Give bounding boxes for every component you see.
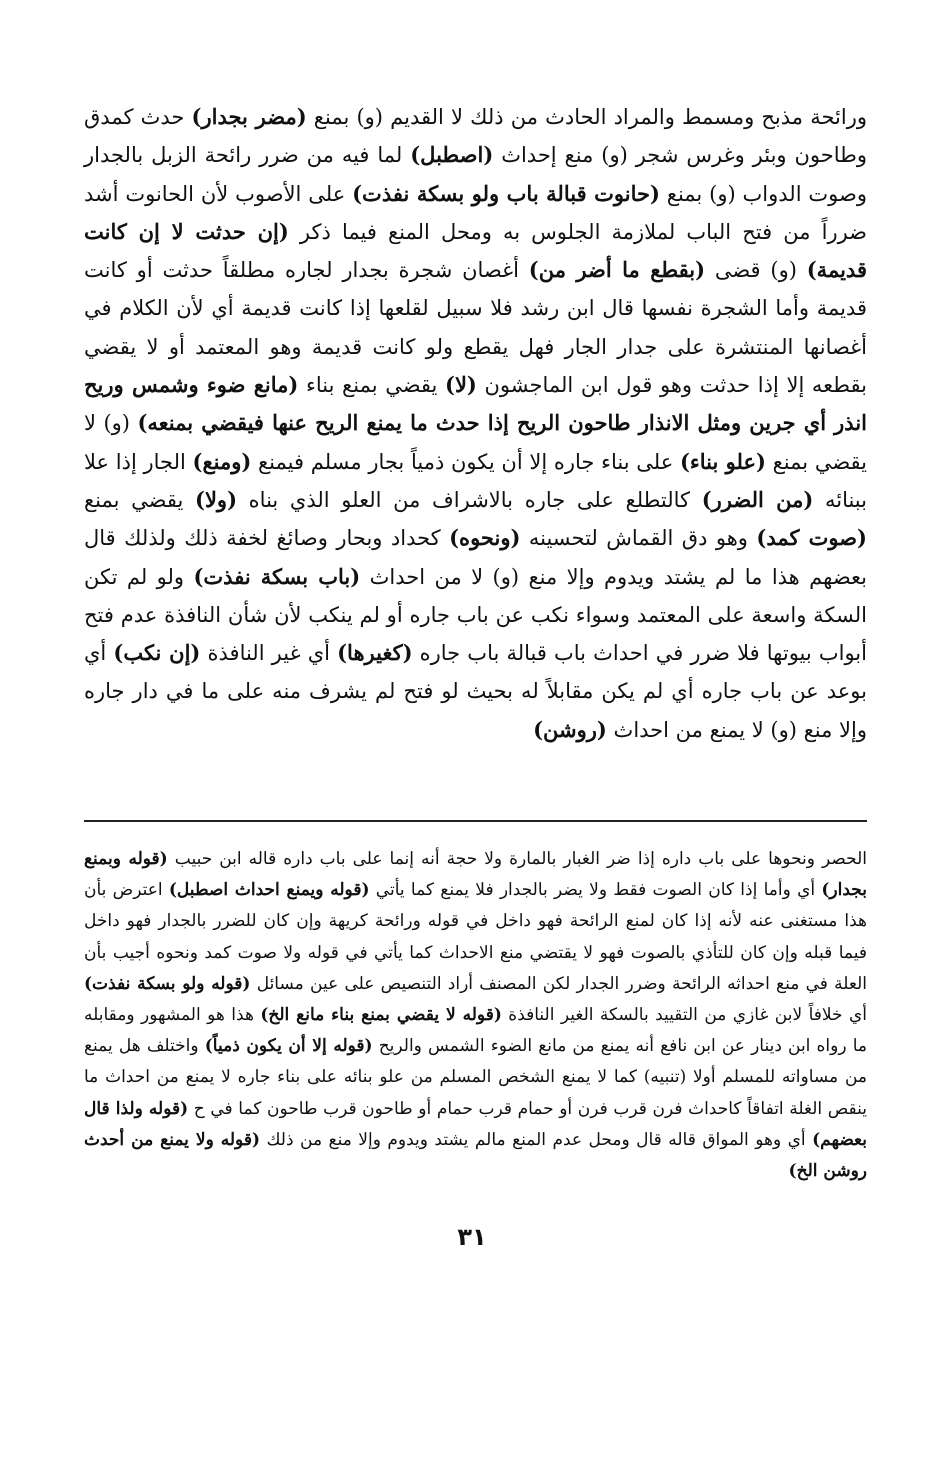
text-run: (و) لا يقضي بمنع bbox=[84, 411, 868, 474]
text-run: أي وأما إذا كان الصوت فقط ولا يضر بالجدار فلا يمنع كما يأتي bbox=[369, 880, 822, 901]
text-run: هذا هو المشهور ومقابله ما رواه ابن دينار عن ابن نافع أنه يمنع من مانع الضوء الشمس والريح bbox=[84, 1005, 867, 1057]
bold-matn-phrase: (ونحوه) bbox=[449, 525, 521, 551]
text-run: أي وهو المواق قاله قال ومحل عدم المنع مالم يشتد ويدوم وإلا منع من ذلك bbox=[260, 1129, 813, 1150]
bold-matn-phrase: (حانوت قبالة باب ولو بسكة نفذت) bbox=[352, 180, 660, 206]
text-run: واختلف هل يمنع من مساواته للمسلم أولا (تنبيه) كما لا يمنع الشخص المسلم من علو بنائه على بناء جاره لا يمنع من احداث ما ينقص الغلة اتفاقاً كاحداث فرن قرب فرن أو حمام قرب حمام أو طاحون قرب طاحون كما في ح bbox=[84, 1036, 867, 1119]
text-run: على بناء جاره إلا أن يكون ذمياً بجار مسلم فيمنع bbox=[251, 449, 680, 474]
bold-matn-phrase: (كغيرها) bbox=[337, 640, 413, 666]
text-run: الجار إذا علا ببنائه bbox=[84, 449, 867, 512]
bold-matn-phrase: (مانع ضوء وشمس وريح انذر أي جرين ومثل الانذار طاحون الريح إذا حدث ما يمنع الريح عنها فيقضي بمنعه) bbox=[84, 372, 867, 436]
bold-matn-phrase: (قوله إلا أن يكون ذمياً) bbox=[204, 1036, 373, 1057]
bold-matn-phrase: (باب بسكة نفذت) bbox=[193, 563, 361, 589]
bold-matn-phrase: (قوله لا يقضي بمنع بناء مانع الخ) bbox=[260, 1005, 502, 1026]
text-run: الحصر ونحوها على باب داره إذا ضر الغبار بالمارة ولا حجة أنه إنما على باب داره قاله ابن حبيب bbox=[167, 849, 868, 869]
footnote-text bbox=[84, 844, 867, 1187]
footnote-divider bbox=[84, 820, 867, 822]
bold-matn-phrase: (مضر بجدار) bbox=[191, 104, 307, 129]
text-run: أي بوعد عن باب جاره أي لم يكن مقابلاً له بحيث لو فتح لم يشرف منه على ما في دار جاره وإلا منع (و) لا يمنع من احداث bbox=[84, 641, 867, 742]
text-run: أي خلافاً لابن غازي من التقييد بالسكة الغير النافذة bbox=[501, 1005, 867, 1026]
page bbox=[84, 98, 868, 1182]
text-run: (و) قضى bbox=[705, 258, 807, 283]
text-run: يقضي بمنع بناء bbox=[298, 373, 446, 398]
bold-matn-phrase: (قوله ولا يمنع من أحدث روشن الخ) bbox=[84, 1129, 867, 1182]
bold-matn-phrase: (لا) bbox=[445, 372, 477, 398]
text-run: اعترض بأن هذا مستغنى عنه لأنه إذا كان لمنع الرائحة فهو داخل في قوله ورائحة كريهة وإن كان للضرر بالجدار فهو داخل فيما قبله وإن كان للتأذي بالصوت فهو لا يقتضي منع الاحداث كما يأتي في قوله ولا صوت كمد ونحوه أجيب بأن العلة في منع احداثه الرائحة وضرر الجدار لكن المصنف أراد التنصيص على عين مسائل bbox=[84, 880, 867, 994]
bold-matn-phrase: (قوله ولذا قال بعضهم) bbox=[84, 1098, 867, 1150]
bold-matn-phrase: (إن حدثت لا إن كانت قديمة) bbox=[84, 218, 867, 283]
text-run: كالتطلع على جاره بالاشراف من العلو الذي بناه bbox=[237, 487, 702, 512]
main-text bbox=[84, 98, 867, 749]
text-run: أغصان شجرة بجدار لجاره مطلقاً حدثت أو كانت قديمة وأما الشجرة نفسها قال ابن رشد فلا سبيل لقلعها إذا كانت قديمة أي لأن الكلام في أغصانها المنتشرة على جدار الجار فهل يقطع ولو كانت قديمة وهو المعتمد أو لا يقضي بقطعه إلا إذا حدثت وهو قول ابن الماجشون bbox=[84, 258, 867, 398]
text-run: لما فيه من ضرر رائحة الزبل بالجدار وصوت الدواب (و) بمنع bbox=[84, 143, 867, 206]
bold-matn-phrase: (قوله ويمنع احداث اصطبل) bbox=[168, 880, 370, 901]
text-run: وهو دق القماش لتحسينه bbox=[520, 526, 757, 551]
bold-matn-phrase: (صوت كمد) bbox=[756, 525, 867, 551]
text-run: ولو لم تكن السكة واسعة على المعتمد وسواء نكب عن باب جاره أو لم ينكب لأن شأن النافذة عدم فتح أبواب بيوتها فلا ضرر في احداث باب قبالة باب جاره bbox=[84, 564, 867, 666]
text-run: كحداد وبحار وصائغ لخفة ذلك ولذلك قال بعضهم هذا ما لم يشتد ويدوم وإلا منع (و) لا من احداث bbox=[84, 526, 868, 589]
text-run: حدث كمدق وطاحون وبئر وغرس شجر (و) منع إحداث bbox=[84, 105, 867, 168]
bold-matn-phrase: (علو بناء) bbox=[679, 448, 766, 474]
bold-matn-phrase: (بقطع ما أضر من) bbox=[528, 257, 706, 283]
text-run: على الأصوب لأن الحانوت أشد ضرراً من فتح الباب لملازمة الجلوس به ومحل المنع فيما ذكر bbox=[84, 181, 867, 244]
text-run: يقضي بمنع bbox=[84, 487, 196, 512]
bold-matn-phrase: (ولا) bbox=[195, 486, 238, 512]
bold-matn-phrase: (ومنع) bbox=[192, 448, 252, 474]
bold-matn-phrase: (قوله ولو بسكة نفذت) bbox=[84, 973, 251, 994]
bold-matn-phrase: (قوله وبمنع بجدار) bbox=[84, 849, 867, 901]
bold-matn-phrase: (روشن) bbox=[533, 716, 607, 742]
page-number: ٣١ bbox=[457, 1223, 487, 1251]
text-run: أي غير النافذة bbox=[200, 641, 338, 666]
text-run: ورائحة مذبح ومسمط والمراد الحادث من ذلك لا القديم (و) بمنع bbox=[306, 105, 867, 129]
bold-matn-phrase: (اصطبل) bbox=[410, 142, 494, 168]
bold-matn-phrase: (إن نكب) bbox=[113, 640, 201, 666]
bold-matn-phrase: (من الضرر) bbox=[701, 486, 814, 512]
